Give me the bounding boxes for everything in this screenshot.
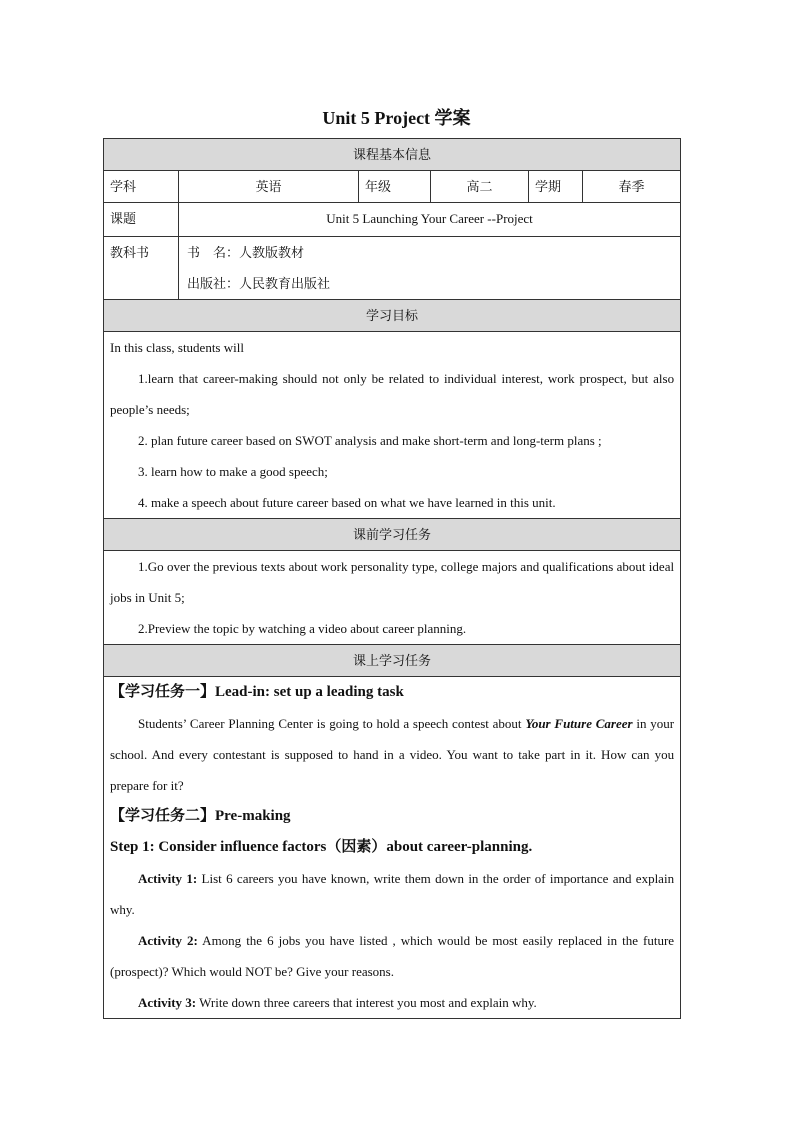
basic-info-header: 课程基本信息 <box>104 139 681 171</box>
topic-value: Unit 5 Launching Your Career --Project <box>179 203 681 237</box>
pre-class-header: 课前学习任务 <box>104 519 681 551</box>
topic-label: 课题 <box>104 203 179 237</box>
objective-item: 2. plan future career based on SWOT analysis and make short-term and long-term plans ; <box>138 433 602 448</box>
objectives-header: 学习目标 <box>104 300 681 332</box>
objectives-section <box>104 332 681 519</box>
objective-item: 1.learn that career-making should not only be related to individual interest, work prospect, but also people’s needs; <box>110 371 675 417</box>
in-class-section <box>104 677 681 1019</box>
activity-item: Activity 1: List 6 careers you have known, write them down in the order of importance and explain why. <box>110 871 675 917</box>
task1-text: Students’ Career Planning Center is going to hold a speech contest about Your Future Career in your school. And every contestant is supposed to hand in a video. You want to take part in it. How can you prepare for it? <box>110 716 675 793</box>
term-value: 春季 <box>583 171 681 203</box>
pre-class-item: 2.Preview the topic by watching a video about career planning. <box>138 621 467 636</box>
textbook-publisher: 出版社：人民教育出版社 <box>187 276 331 291</box>
lesson-plan-table <box>103 138 681 1019</box>
subject-label: 学科 <box>104 171 179 203</box>
task2-title: 【学习任务二】Pre-making <box>110 808 291 824</box>
activity-item: Activity 3: Write down three careers that interest you most and explain why. <box>138 995 537 1010</box>
task1-title: 【学习任务一】Lead-in: set up a leading task <box>110 684 404 700</box>
objective-item: 3. learn how to make a good speech; <box>138 464 328 479</box>
term-label: 学期 <box>529 171 583 203</box>
pre-class-section <box>104 551 681 645</box>
subject-value: 英语 <box>179 171 359 203</box>
step1-title: Step 1: Consider influence factors（因素）about career-planning. <box>110 839 533 855</box>
contest-topic: Your Future Career <box>525 716 633 731</box>
grade-value: 高二 <box>431 171 529 203</box>
in-class-header: 课上学习任务 <box>104 645 681 677</box>
grade-label: 年级 <box>359 171 431 203</box>
textbook-name: 书 名：人教版教材 <box>187 245 305 260</box>
objective-item: 4. make a speech about future career based on what we have learned in this unit. <box>138 495 556 510</box>
textbook-label: 教科书 <box>104 237 179 300</box>
activity-item: Activity 2: Among the 6 jobs you have listed , which would be most easily replaced in the future (prospect)? Which would NOT be? Give your reasons. <box>110 933 675 979</box>
objectives-intro: In this class, students will <box>110 340 244 355</box>
page-title: Unit 5 Project 学案 <box>322 108 471 128</box>
pre-class-item: 1.Go over the previous texts about work personality type, college majors and qualifications about ideal jobs in Unit 5; <box>110 559 675 605</box>
